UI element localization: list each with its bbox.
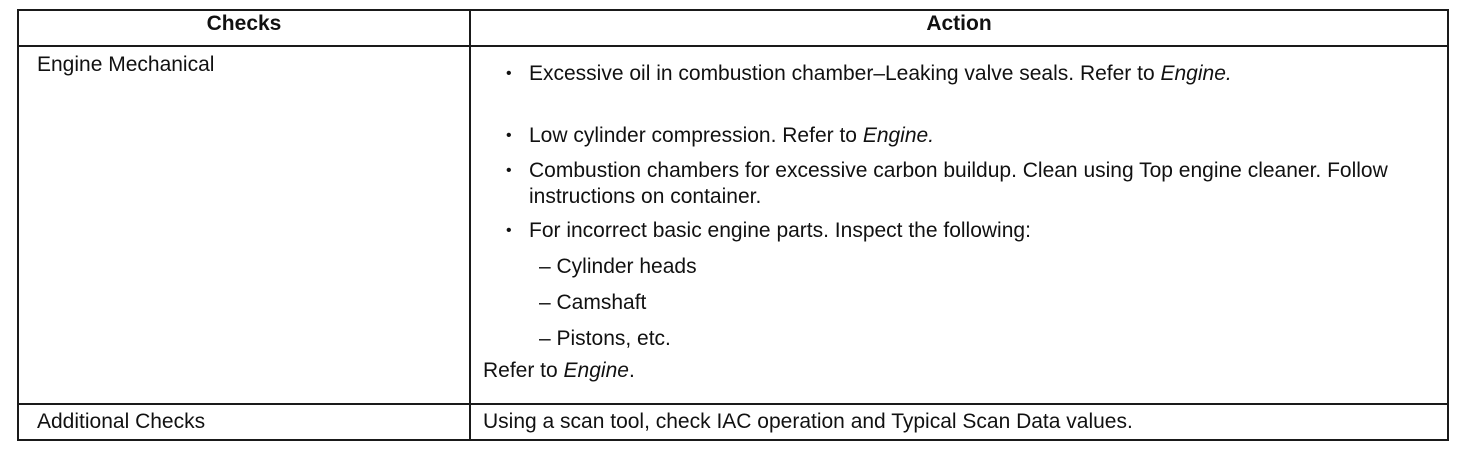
bullet-item (483, 61, 1447, 87)
diagnostic-table (17, 9, 1449, 441)
check-cell: Additional Checks (18, 404, 470, 440)
bullet-item (483, 218, 1447, 362)
refer-text: Refer to (483, 359, 564, 383)
bullet-text: For incorrect basic engine parts. Inspect the following: (529, 219, 1031, 242)
bullet-text: Combustion chambers for excessive carbon buildup. Clean using Top engine cleaner. Follow instructions on container. (529, 158, 1388, 208)
table-row (18, 404, 1448, 440)
bullet-end: . (928, 124, 935, 148)
sub-item: – Pistons, etc. (539, 327, 671, 351)
header-row (18, 10, 1448, 46)
action-cell (470, 46, 1448, 404)
bullet-icon: • (506, 161, 512, 179)
bullet-icon: • (506, 127, 512, 145)
reference-engine: Engine (563, 359, 629, 383)
header-checks: Checks (18, 10, 470, 46)
bullet-item (483, 158, 1447, 211)
bullet-text: Low cylinder compression. Refer to (529, 124, 863, 148)
refer-end: . (628, 359, 635, 383)
bullet-text: Excessive oil in combustion chamber–Leaking valve seals. Refer to (529, 62, 1161, 85)
sub-item: – Cylinder heads (539, 255, 697, 279)
bullet-icon: • (506, 222, 512, 239)
bullet-icon: • (506, 65, 512, 82)
action-cell: Using a scan tool, check IAC operation and Typical Scan Data values. (470, 404, 1448, 440)
bullet-item (483, 123, 1447, 149)
action-bullet-list (483, 61, 1447, 362)
header-action: Action (470, 10, 1448, 46)
bullet-end: . (1225, 62, 1232, 85)
check-cell: Engine Mechanical (18, 46, 470, 404)
sub-item: – Camshaft (539, 291, 647, 315)
table-row (18, 46, 1448, 404)
reference-engine: Engine (862, 124, 929, 148)
reference-engine: Engine (1160, 62, 1226, 85)
sub-item-list (529, 254, 1427, 362)
